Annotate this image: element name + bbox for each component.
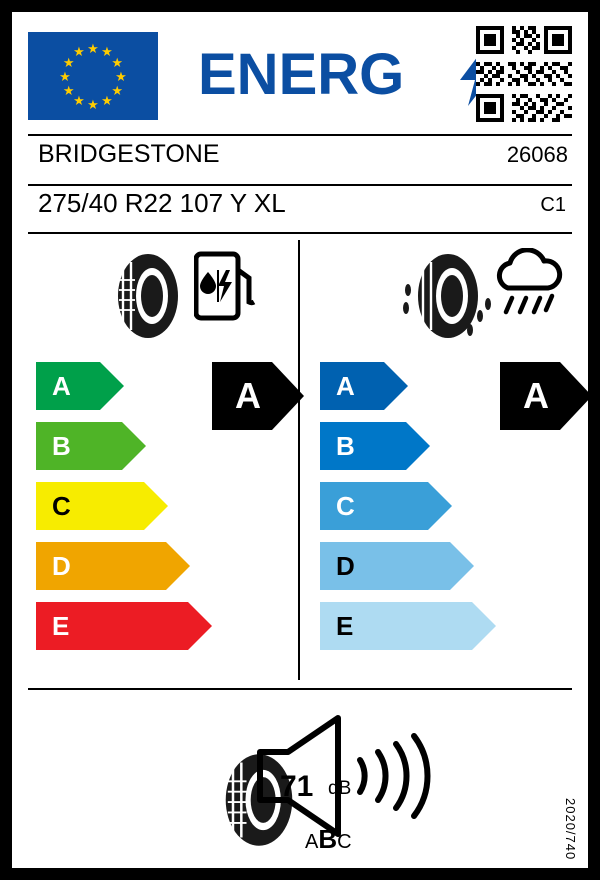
brand-name: BRIDGESTONE <box>38 140 220 168</box>
label-header <box>28 26 572 130</box>
eu-star-icon: ★ <box>111 54 124 70</box>
fuel-grade-e: E <box>36 602 212 650</box>
fuel-pump-icon <box>194 250 256 322</box>
eu-star-icon: ★ <box>73 92 85 108</box>
brand-row <box>28 138 572 180</box>
eu-star-icon: ★ <box>87 96 99 112</box>
eu-star-icon: ★ <box>73 44 85 60</box>
grade-row <box>312 602 572 650</box>
wet-grade-d: D <box>320 542 474 590</box>
wet-tyre-icon <box>398 246 498 346</box>
eu-star-icon: ★ <box>62 54 75 70</box>
wet-grade-e: E <box>320 602 496 650</box>
grade-row <box>28 542 288 590</box>
noise-class-selected: B <box>318 824 338 854</box>
tyre-size: 275/40 R22 107 Y XL <box>38 188 286 218</box>
wet-grade-c: C <box>320 482 452 530</box>
divider-top <box>28 134 572 136</box>
fuel-grade-a: A <box>36 362 124 410</box>
energy-label-card <box>12 12 588 868</box>
eu-star-icon: ★ <box>115 68 127 84</box>
regulation-reference: 2020/740 <box>563 797 578 860</box>
qr-code-icon <box>476 26 572 122</box>
eu-star-icon: ★ <box>101 92 113 108</box>
rain-cloud-icon <box>490 248 568 324</box>
eu-star-icon: ★ <box>87 40 99 56</box>
eu-star-icon: ★ <box>111 82 124 98</box>
noise-class <box>305 824 352 855</box>
pictogram-row <box>28 234 572 354</box>
fuel-grade-d: D <box>36 542 190 590</box>
wet-result-letter: A <box>523 375 549 416</box>
grade-row <box>28 602 288 650</box>
grade-row <box>28 482 288 530</box>
fuel-grade-c: C <box>36 482 168 530</box>
noise-class-c: C <box>337 831 352 853</box>
divider-brand <box>28 184 572 186</box>
eu-flag-icon <box>28 32 158 120</box>
model-code: 26068 <box>506 142 568 167</box>
noise-unit: dB <box>328 778 352 799</box>
wet-result-badge <box>500 362 588 430</box>
eu-star-icon: ★ <box>62 82 75 98</box>
fuel-grade-b: B <box>36 422 146 470</box>
fuel-result-badge <box>212 362 300 430</box>
page-title: ENERG <box>198 42 405 107</box>
eu-star-icon: ★ <box>59 68 71 84</box>
noise-value: 71 <box>280 770 314 803</box>
noise-section <box>28 700 572 854</box>
divider-noise <box>28 688 572 690</box>
wet-grade-b: B <box>320 422 430 470</box>
grade-row <box>312 482 572 530</box>
grade-row <box>312 542 572 590</box>
noise-class-a: A <box>305 831 319 853</box>
wet-grade-a: A <box>320 362 408 410</box>
tyre-icon <box>98 246 198 346</box>
tyre-class: C1 <box>540 194 566 216</box>
eu-star-icon: ★ <box>101 44 113 60</box>
size-row <box>28 188 572 228</box>
fuel-result-letter: A <box>235 375 261 416</box>
